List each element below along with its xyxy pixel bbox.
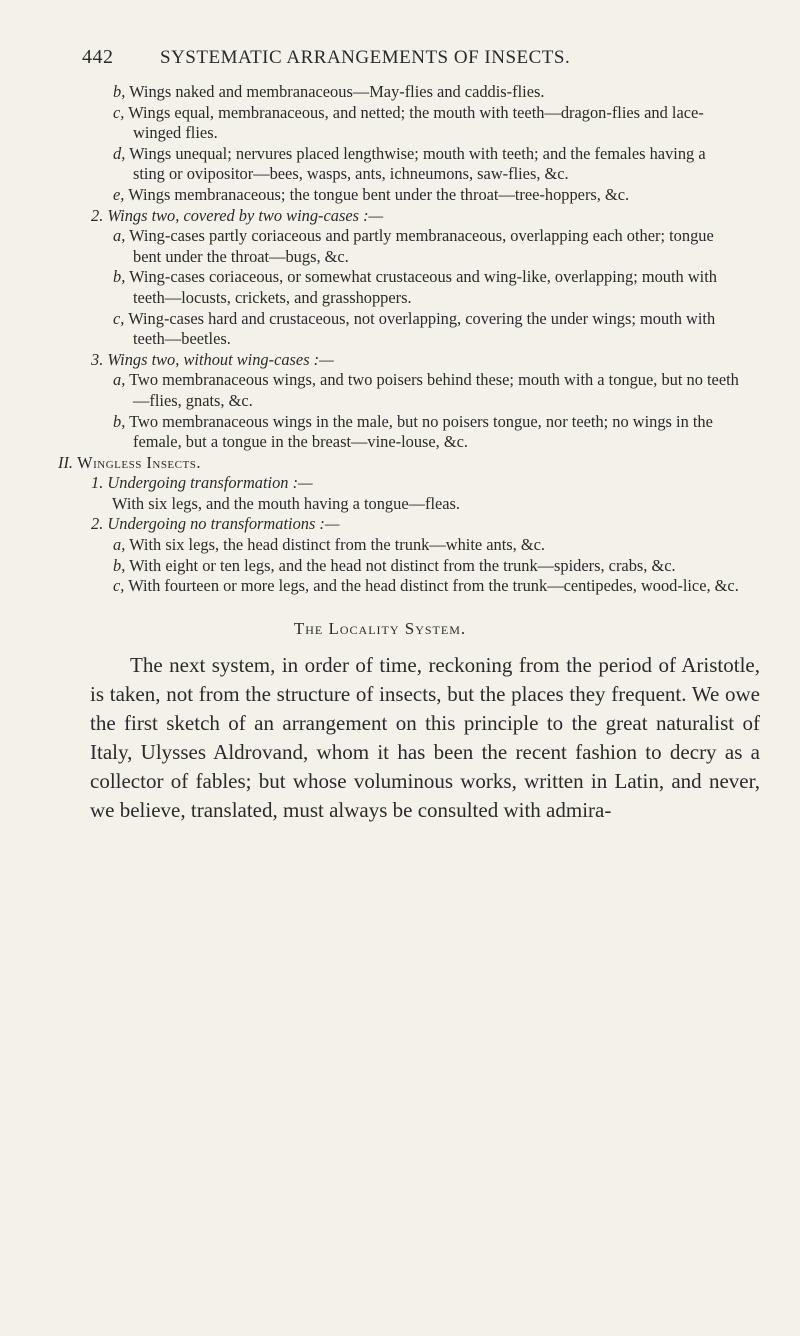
item-text: With six legs, and the mouth having a tongue—fleas. [112,493,461,513]
item-text: Two membranaceous wings in the male, but no poisers tongue, nor teeth; no wings in the female, but a tongue in the breast—vine-louse, &c. [129,411,713,452]
list-item [0,350,740,371]
list-item [0,185,740,206]
item-label: c, [113,576,125,596]
item-label: 3. [91,349,104,369]
item-label: 1. [91,473,104,493]
list-item [0,206,740,227]
list-item [0,103,740,144]
item-label: c, [113,102,125,122]
item-heading: Undergoing no transformations :— [107,514,340,534]
item-text: With eight or ten legs, and the head not distinct from the trunk—spiders, crabs, &c. [129,555,676,575]
list-item [0,82,740,103]
item-heading: Wings two, covered by two wing-cases :— [107,205,384,225]
list-item [0,226,740,267]
list-item [0,535,740,556]
list-item [0,453,740,474]
running-title: SYSTEMATIC ARRANGEMENTS OF INSECTS. [160,47,571,68]
list-item [0,370,740,411]
item-text: Wing-cases partly coriaceous and partly membranaceous, overlapping each other; tongue bent under the throat—bugs, &c. [129,226,714,266]
page-number: 442 [82,46,114,68]
item-text: With fourteen or more legs, and the head distinct from the trunk—centipedes, wood-lice, &c. [128,576,739,596]
list-item [0,576,740,597]
list-item [0,514,740,535]
body-paragraph: The next system, in order of time, reckoning from the period of Aristotle, is taken, not from the structure of insects, but the places they frequent. We owe the first sketch of an arrangement on this principle to the great naturalist of Italy, Ulysses Aldrovand, whom it has been the recent fashion to decry as a collector of fables; but whose voluminous works, written in Latin, and never, we believe, translated, must always be consulted with admira- [90,653,760,823]
item-label: a, [113,370,126,390]
list-item [0,267,740,308]
item-label: c, [113,308,125,328]
list-item [0,494,740,515]
item-label: b, [113,411,126,431]
item-label: a, [113,535,126,555]
item-text: Wings membranaceous; the tongue bent under the throat—tree-hoppers, &c. [128,184,630,204]
item-text: Two membranaceous wings, and two poisers behind these; mouth with a tongue, but no teeth—flies, gnats, &c. [129,370,739,410]
item-label: 2. [91,514,104,534]
item-label: b, [113,555,126,575]
item-text: Wing-cases coriaceous, or somewhat crustaceous and wing-like, overlapping; mouth with teeth—locusts, crickets, and grasshoppers. [129,267,717,307]
item-text: Wings equal, membranaceous, and netted; the mouth with teeth—dragon-flies and lace-winged flies. [128,102,704,143]
list-item [0,144,740,185]
item-text: Wings unequal; nervures placed lengthwise; mouth with teeth; and the females having a sting or ovipositor—bees, wasps, ants, ichneumons, saw-flies, &c. [129,143,706,184]
item-label: b, [113,267,126,287]
item-heading: Wings two, without wing-cases :— [107,349,334,369]
running-header [82,46,760,69]
classification-list [0,82,800,597]
list-item [0,556,740,577]
page-body [0,82,800,825]
item-heading: Undergoing transformation :— [107,473,313,493]
list-item [0,473,740,494]
section-title: The Locality System. [293,618,467,638]
item-label: a, [113,226,126,246]
item-text: Wings naked and membranaceous—May-flies and caddis-flies. [129,82,545,101]
item-text: Wing-cases hard and crustaceous, not overlapping, covering the under wings; mouth with teeth—beetles. [128,308,716,349]
item-text: With six legs, the head distinct from the trunk—white ants, &c. [129,535,545,555]
item-label: 2. [91,205,104,225]
list-item [0,309,740,350]
list-item [0,412,740,453]
item-label: e, [113,184,125,204]
item-heading: Wingless Insects. [77,452,201,472]
item-label: d, [113,143,126,163]
item-label: II. [58,452,74,472]
item-label: b, [113,82,126,101]
